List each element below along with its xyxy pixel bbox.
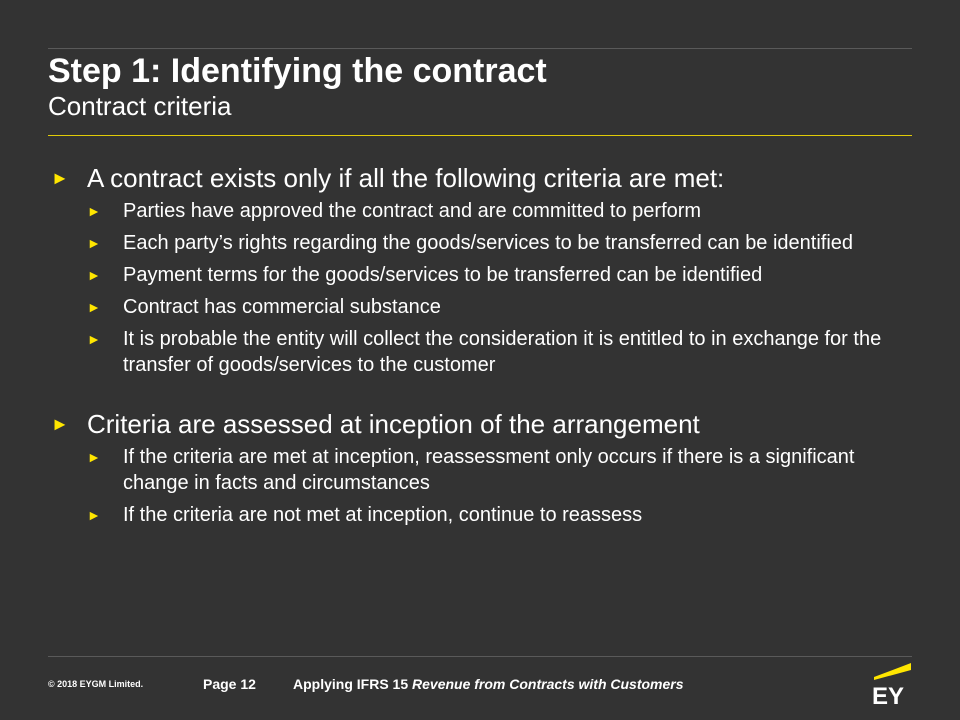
triangle-right-icon: ► bbox=[87, 507, 101, 523]
bullet-level1 bbox=[48, 160, 912, 196]
copyright-text: © 2018 EYGM Limited. bbox=[48, 679, 144, 689]
bullet-level1 bbox=[48, 406, 912, 442]
sub-bullet-text: Contract has commercial substance bbox=[123, 296, 441, 318]
sub-bullet-text: If the criteria are not met at inception, continue to reassess bbox=[123, 504, 643, 526]
triangle-right-icon: ► bbox=[87, 299, 101, 315]
sub-bullet bbox=[48, 502, 912, 528]
slide-title: Step 1: Identifying the contract bbox=[48, 52, 547, 90]
sub-bullet-text: Payment terms for the goods/services to be transferred can be identified bbox=[123, 264, 763, 286]
ey-logo bbox=[870, 660, 914, 706]
ey-logo-text: EY bbox=[872, 683, 905, 706]
footer-divider bbox=[48, 656, 912, 657]
sub-bullet-text: If the criteria are met at inception, reassessment only occurs if there is a significant change in facts and circumstances bbox=[123, 446, 855, 494]
sub-bullet bbox=[48, 294, 912, 320]
sub-bullet-list bbox=[48, 198, 912, 378]
bullet-text: A contract exists only if all the following criteria are met: bbox=[87, 163, 725, 193]
triangle-right-icon: ► bbox=[51, 168, 69, 188]
footer-title-italic: Revenue from Contracts with Customers bbox=[412, 676, 684, 692]
sub-bullet-text: It is probable the entity will collect the consideration it is entitled to in exchange for the transfer of goods/services to the customer bbox=[123, 328, 882, 376]
slide-content bbox=[48, 160, 912, 528]
sub-bullet bbox=[48, 326, 912, 378]
header-divider bbox=[48, 48, 912, 49]
sub-bullet-text: Each party’s rights regarding the goods/services to be transferred can be identified bbox=[123, 232, 854, 254]
page-number: Page 12 bbox=[203, 676, 256, 692]
slide-subtitle: Contract criteria bbox=[48, 91, 232, 121]
triangle-right-icon: ► bbox=[87, 331, 101, 347]
sub-bullet bbox=[48, 230, 912, 256]
title-underline bbox=[48, 135, 912, 136]
sub-bullet bbox=[48, 198, 912, 224]
footer-title bbox=[293, 676, 684, 692]
sub-bullet-list bbox=[48, 444, 912, 528]
bullet-text: Criteria are assessed at inception of the arrangement bbox=[87, 409, 700, 439]
sub-bullet bbox=[48, 444, 912, 496]
triangle-right-icon: ► bbox=[87, 449, 101, 465]
ey-logo-beam-icon bbox=[874, 663, 911, 680]
triangle-right-icon: ► bbox=[51, 414, 69, 434]
triangle-right-icon: ► bbox=[87, 267, 101, 283]
triangle-right-icon: ► bbox=[87, 203, 101, 219]
sub-bullet bbox=[48, 262, 912, 288]
sub-bullet-text: Parties have approved the contract and are committed to perform bbox=[123, 200, 702, 222]
footer-title-prefix: Applying IFRS 15 bbox=[293, 676, 409, 692]
triangle-right-icon: ► bbox=[87, 235, 101, 251]
